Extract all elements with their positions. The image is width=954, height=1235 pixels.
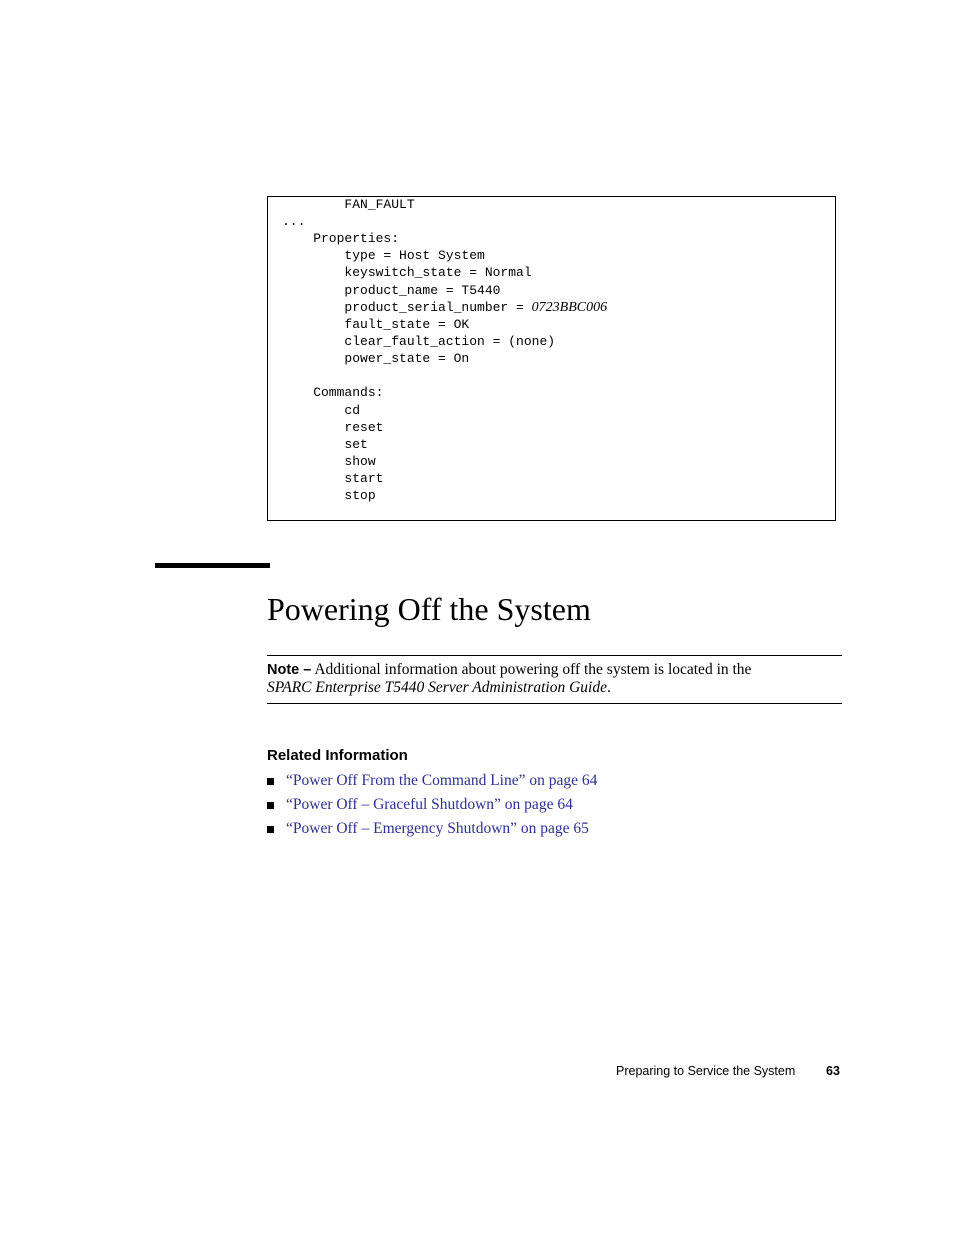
square-bullet-icon xyxy=(267,826,274,833)
code-line: clear_fault_action = (none) xyxy=(282,334,556,349)
related-information-heading: Related Information xyxy=(267,747,408,764)
related-link-command-line[interactable]: “Power Off From the Command Line” on page 64 xyxy=(286,772,598,789)
square-bullet-icon xyxy=(267,802,274,809)
section-heading: Powering Off the System xyxy=(267,591,591,627)
footer-chapter-title: Preparing to Service the System xyxy=(616,1064,796,1078)
code-example-box xyxy=(267,196,836,521)
note-label: Note – xyxy=(267,662,312,678)
code-line: keyswitch_state = Normal xyxy=(282,265,532,280)
section-divider-bar xyxy=(155,563,270,568)
code-line: product_serial_number = xyxy=(282,300,532,315)
code-line: reset xyxy=(282,420,384,435)
code-line: fault_state = OK xyxy=(282,317,470,332)
code-line: product_name = T5440 xyxy=(282,283,501,298)
note-reference: SPARC Enterprise T5440 Server Administration Guide xyxy=(267,679,607,696)
code-line: power_state = On xyxy=(282,351,470,366)
serial-number-value: 0723BBC006 xyxy=(531,300,608,315)
note-end-punct: . xyxy=(607,679,611,696)
footer-page-number: 63 xyxy=(826,1064,840,1078)
code-line: cd xyxy=(282,403,361,418)
note-line-1 xyxy=(267,661,751,679)
code-line: set xyxy=(282,437,368,452)
related-link-graceful-shutdown[interactable]: “Power Off – Graceful Shutdown” on page 64 xyxy=(286,796,573,813)
code-line: stop xyxy=(282,488,376,503)
code-line: type = Host System xyxy=(282,248,485,263)
note-box xyxy=(267,655,842,704)
code-line: show xyxy=(282,454,376,469)
square-bullet-icon xyxy=(267,778,274,785)
code-line-serial xyxy=(282,299,607,316)
related-link-emergency-shutdown[interactable]: “Power Off – Emergency Shutdown” on page 65 xyxy=(286,820,589,837)
code-line: Properties: xyxy=(282,231,400,246)
code-line: FAN_FAULT xyxy=(282,197,415,212)
code-line: start xyxy=(282,471,384,486)
code-line: Commands: xyxy=(282,385,384,400)
note-text: Additional information about powering off the system is located in the xyxy=(314,661,752,678)
note-line-2 xyxy=(267,679,611,697)
code-line: ... xyxy=(282,214,306,229)
